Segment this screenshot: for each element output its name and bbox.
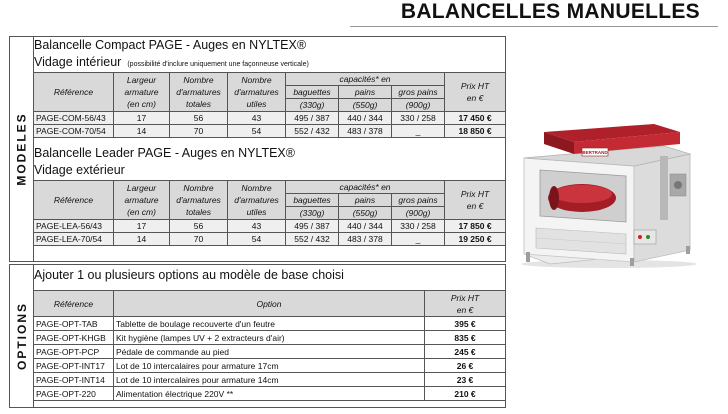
- option-cell: Lot de 10 intercalaires pour armature 14cm: [114, 373, 425, 387]
- pains-cell: 440 / 344: [339, 220, 392, 233]
- side-label-options-text: OPTIONS: [15, 301, 30, 371]
- compact-header-largeur-line2: armature: [124, 87, 159, 97]
- compact-header-largeur-line3: (en cm): [127, 99, 156, 109]
- baguettes-cell: 495 / 387: [286, 112, 339, 125]
- leader-header-baguettes: baguettes: [286, 194, 339, 207]
- compact-note: (possibilité d'inclure uniquement une façonneuse verticale): [127, 61, 309, 68]
- price-cell: 17 450 €: [445, 112, 506, 125]
- leader-table: [33, 180, 506, 246]
- compact-header-gros-pains-weight: (900g): [392, 99, 445, 112]
- largeur-cell: 17: [114, 220, 170, 233]
- option-cell: Kit hygiène (lampes UV + 2 extracteurs d'air): [114, 331, 425, 345]
- side-label-options: [9, 264, 35, 408]
- option-cell: Alimentation électrique 220V **: [114, 387, 425, 401]
- compact-header-prix: [445, 73, 506, 112]
- leader-header-totales-line3: totales: [185, 207, 212, 217]
- options-header-prix: [425, 291, 506, 317]
- compact-header-totales: [170, 73, 228, 112]
- options-header-option: Option: [114, 291, 425, 317]
- options-header-reference: Référence: [34, 291, 114, 317]
- leader-header-gros-pains-weight: (900g): [392, 207, 445, 220]
- price-cell: 17 850 €: [445, 220, 506, 233]
- leader-header-baguettes-weight: (330g): [286, 207, 339, 220]
- compact-header-reference: Référence: [34, 73, 114, 112]
- compact-header-utiles-line1: Nombre: [241, 75, 272, 85]
- leader-header-gros-pains: gros pains: [392, 194, 445, 207]
- gros-pains-cell: 330 / 258: [392, 220, 445, 233]
- gros-pains-cell: 330 / 258: [392, 112, 445, 125]
- ref-cell: PAGE-COM-70/54: [34, 125, 114, 138]
- compact-title: Balancelle Compact PAGE - Auges en NYLTEX®: [34, 38, 307, 52]
- table-row: [34, 125, 506, 138]
- baguettes-cell: 552 / 432: [286, 233, 339, 246]
- ref-cell: PAGE-LEA-56/43: [34, 220, 114, 233]
- leader-header-largeur-line1: Largeur: [126, 183, 157, 193]
- leader-header-utiles-line1: Nombre: [241, 183, 272, 193]
- option-cell: Pédale de commande au pied: [114, 345, 425, 359]
- compact-table: [33, 72, 506, 138]
- options-header-prix-line1: Prix HT: [450, 292, 480, 303]
- totales-cell: 56: [170, 112, 228, 125]
- compact-header-utiles-line3: utiles: [246, 99, 267, 109]
- leader-header-reference: Référence: [34, 181, 114, 220]
- totales-cell: 70: [170, 125, 228, 138]
- table-row: [34, 317, 506, 331]
- table-row: [34, 359, 506, 373]
- compact-header-baguettes-weight: (330g): [286, 99, 339, 112]
- price-cell: 395 €: [425, 317, 506, 331]
- compact-header-prix-line2: en €: [466, 93, 484, 103]
- leader-header-utiles-line2: d'armatures: [234, 195, 279, 205]
- pains-cell: 483 / 378: [339, 233, 392, 246]
- price-cell: 210 €: [425, 387, 506, 401]
- utiles-cell: 43: [228, 112, 286, 125]
- ref-cell: PAGE-OPT-TAB: [34, 317, 114, 331]
- price-cell: 835 €: [425, 331, 506, 345]
- page-title: BALANCELLES MANUELLES: [400, 0, 700, 23]
- leader-header-utiles-line3: utiles: [246, 207, 267, 217]
- table-row: [34, 112, 506, 125]
- compact-header-gros-pains: gros pains: [392, 86, 445, 99]
- price-cell: 23 €: [425, 373, 506, 387]
- table-row: [34, 220, 506, 233]
- compact-header-pains-weight: (550g): [339, 99, 392, 112]
- compact-header-capacites: capacités* en: [286, 73, 445, 86]
- table-row: [34, 345, 506, 359]
- machine-photo: [514, 118, 700, 268]
- leader-title: Balancelle Leader PAGE - Auges en NYLTEX®: [34, 146, 295, 160]
- ref-cell: PAGE-OPT-INT17: [34, 359, 114, 373]
- compact-header-totales-line3: totales: [185, 99, 212, 109]
- leader-subtitle: Vidage extérieur: [34, 163, 125, 177]
- leader-header-largeur-line2: armature: [124, 195, 159, 205]
- utiles-cell: 43: [228, 220, 286, 233]
- table-row: [34, 233, 506, 246]
- compact-header-utiles-line2: d'armatures: [234, 87, 279, 97]
- price-cell: 245 €: [425, 345, 506, 359]
- table-row: [34, 373, 506, 387]
- leader-header-pains-weight: (550g): [339, 207, 392, 220]
- leader-header-prix: [445, 181, 506, 220]
- compact-header-largeur-line1: Largeur: [126, 75, 157, 85]
- leader-header-prix-line1: Prix HT: [460, 189, 490, 199]
- leader-header-largeur-line3: (en cm): [127, 207, 156, 217]
- compact-header-prix-line1: Prix HT: [460, 81, 490, 91]
- table-row: [34, 387, 506, 401]
- ref-cell: PAGE-LEA-70/54: [34, 233, 114, 246]
- leader-header-totales: [170, 181, 228, 220]
- option-cell: Tablette de boulage recouverte d'un feutre: [114, 317, 425, 331]
- compact-header-totales-line1: Nombre: [183, 75, 214, 85]
- largeur-cell: 14: [114, 125, 170, 138]
- largeur-cell: 17: [114, 112, 170, 125]
- gros-pains-cell: _: [392, 125, 445, 138]
- ref-cell: PAGE-OPT-INT14: [34, 373, 114, 387]
- price-cell: 19 250 €: [445, 233, 506, 246]
- title-divider: [350, 26, 718, 27]
- ref-cell: PAGE-OPT-KHGB: [34, 331, 114, 345]
- leader-header-prix-line2: en €: [466, 201, 484, 211]
- table-row: [34, 331, 506, 345]
- baguettes-cell: 552 / 432: [286, 125, 339, 138]
- totales-cell: 70: [170, 233, 228, 246]
- leader-header-largeur: [114, 181, 170, 220]
- leader-header-totales-line2: d'armatures: [176, 195, 221, 205]
- price-cell: 26 €: [425, 359, 506, 373]
- baguettes-cell: 495 / 387: [286, 220, 339, 233]
- totales-cell: 56: [170, 220, 228, 233]
- side-label-modeles: [9, 36, 35, 262]
- ref-cell: PAGE-OPT-PCP: [34, 345, 114, 359]
- price-cell: 18 850 €: [445, 125, 506, 138]
- leader-header-pains: pains: [339, 194, 392, 207]
- compact-header-pains: pains: [339, 86, 392, 99]
- ref-cell: PAGE-COM-56/43: [34, 112, 114, 125]
- pains-cell: 483 / 378: [339, 125, 392, 138]
- utiles-cell: 54: [228, 233, 286, 246]
- compact-header-baguettes: baguettes: [286, 86, 339, 99]
- leader-header-capacites: capacités* en: [286, 181, 445, 194]
- options-title: Ajouter 1 ou plusieurs options au modèle de base choisi: [34, 268, 344, 282]
- compact-header-utiles: [228, 73, 286, 112]
- options-header-prix-line2: en €: [456, 304, 474, 315]
- compact-header-largeur: [114, 73, 170, 112]
- leader-header-totales-line1: Nombre: [183, 183, 214, 193]
- compact-subtitle-line: [34, 55, 309, 69]
- gros-pains-cell: _: [392, 233, 445, 246]
- ref-cell: PAGE-OPT-220: [34, 387, 114, 401]
- leader-header-utiles: [228, 181, 286, 220]
- option-cell: Lot de 10 intercalaires pour armature 17cm: [114, 359, 425, 373]
- brand-plate-text: BERTRAND: [582, 150, 608, 155]
- compact-subtitle: Vidage intérieur: [34, 55, 122, 69]
- utiles-cell: 54: [228, 125, 286, 138]
- pains-cell: 440 / 344: [339, 112, 392, 125]
- side-label-modeles-text: MODELES: [15, 112, 29, 186]
- largeur-cell: 14: [114, 233, 170, 246]
- options-table: [33, 290, 506, 401]
- compact-header-totales-line2: d'armatures: [176, 87, 221, 97]
